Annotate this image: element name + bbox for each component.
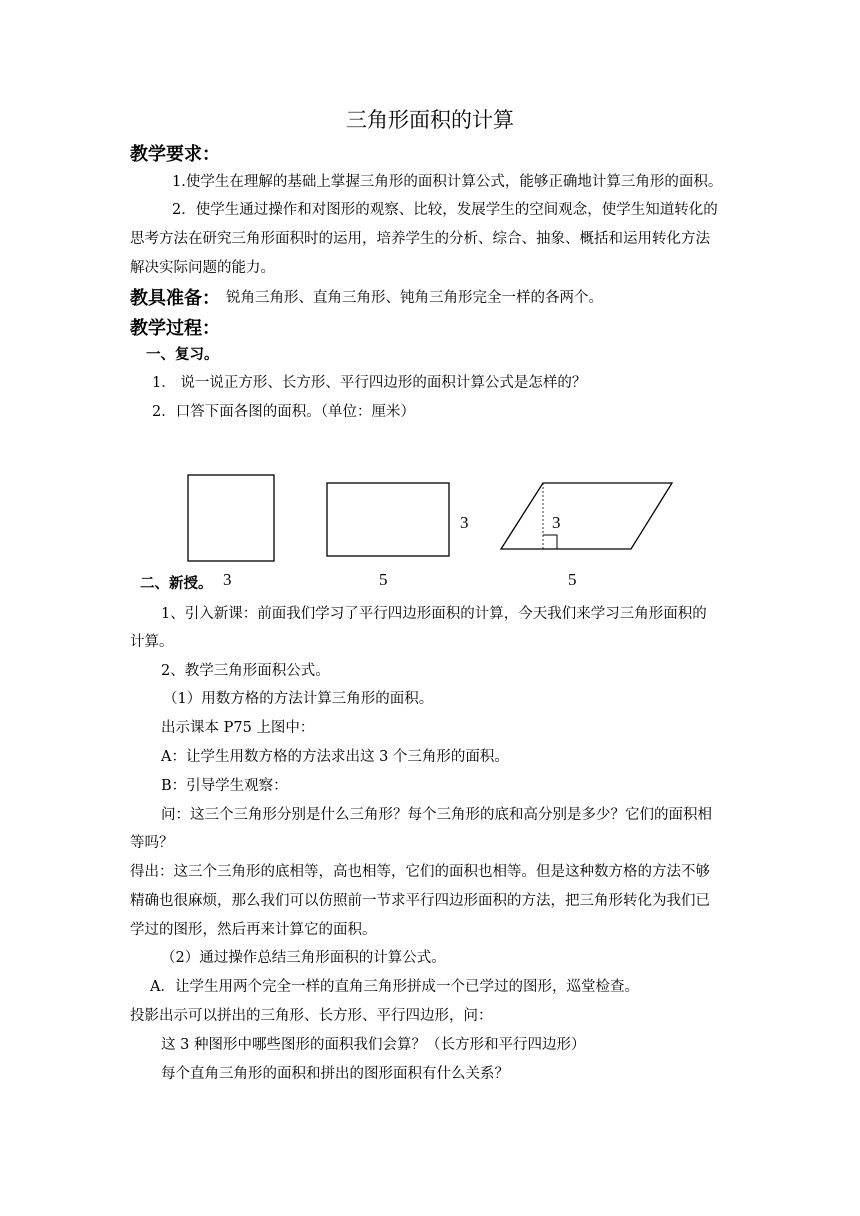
page-title: 三角形面积的计算	[346, 108, 514, 132]
paragraph-12: 这 3 种图形中哪些图形的面积我们会算？（长方形和平行四边形）	[161, 1037, 586, 1053]
paragraph-8-line-1: 得出：这三个三角形的底相等，高也相等，它们的面积也相等。但是这种数方格的方法不够	[130, 864, 710, 880]
tools-text: 锐角三角形、直角三角形、钝角三角形完全一样的各两个。	[226, 290, 603, 306]
rectangle-side-label: 3	[460, 513, 469, 532]
paragraph-5: A：让学生用数方格的方法求出这 3 个三角形的面积。	[161, 749, 509, 765]
square-figure	[188, 475, 274, 561]
new-lesson-heading: 二、新授。	[140, 576, 213, 592]
paragraph-2: 2、教学三角形面积公式。	[161, 663, 330, 679]
right-angle-marker	[543, 535, 557, 549]
requirement-2-line-3: 解决实际问题的能力。	[130, 260, 275, 276]
rectangle-base-label: 5	[379, 570, 388, 589]
paragraph-10: A．让学生用两个完全一样的直角三角形拼成一个已学过的图形，巡堂检查。	[150, 979, 639, 995]
review-item-2: 2．口答下面各图的面积。（单位：厘米）	[152, 404, 415, 420]
paragraph-6: B：引导学生观察：	[161, 778, 288, 794]
paragraph-4: 出示课本 P75 上图中：	[161, 720, 315, 736]
paragraph-11: 投影出示可以拼出的三角形、长方形、平行四边形，问：	[130, 1008, 493, 1024]
tools-heading: 教具准备：	[130, 288, 220, 309]
requirement-2-line-2: 思考方法在研究三角形面积时的运用，培养学生的分析、综合、抽象、概括和运用转化方法	[130, 231, 710, 247]
paragraph-7-line-1: 问：这三个三角形分别是什么三角形？每个三角形的底和高分别是多少？它们的面积相	[161, 807, 712, 823]
parallelogram-figure	[501, 483, 672, 549]
review-item-1: 1． 说一说正方形、长方形、平行四边形的面积计算公式是怎样的？	[152, 375, 587, 391]
paragraph-8-line-2: 精确也很麻烦，那么我们可以仿照前一节求平行四边形面积的方法，把三角形转化为我们已	[130, 893, 710, 909]
process-heading: 教学过程：	[130, 318, 220, 339]
paragraph-3: （1）用数方格的方法计算三角形的面积。	[163, 691, 434, 707]
parallelogram-height-label: 3	[552, 513, 561, 532]
paragraph-9: （2）通过操作总结三角形面积的计算公式。	[161, 950, 446, 966]
requirement-1: 1.使学生在理解的基础上掌握三角形的面积计算公式，能够正确地计算三角形的面积。	[172, 174, 723, 190]
rectangle-figure	[327, 483, 449, 556]
paragraph-7-line-2: 等吗？	[130, 835, 174, 851]
review-heading: 一、复习。	[146, 347, 219, 363]
review-figures	[0, 0, 860, 600]
paragraph-13: 每个直角三角形的面积和拼出的图形面积有什么关系？	[161, 1066, 509, 1082]
paragraph-1-line-1: 1、引入新课：前面我们学习了平行四边形面积的计算，今天我们来学习三角形面积的	[161, 606, 707, 622]
paragraph-1-line-2: 计算。	[130, 634, 174, 650]
requirements-heading: 教学要求：	[130, 144, 220, 165]
parallelogram-base-label: 5	[568, 570, 577, 589]
requirement-2-line-1: 2．使学生通过操作和对图形的观察、比较，发展学生的空间观念，使学生知道转化的	[172, 202, 718, 218]
paragraph-8-line-3: 学过的图形，然后再来计算它的面积。	[130, 922, 377, 938]
square-side-label: 3	[223, 570, 232, 589]
